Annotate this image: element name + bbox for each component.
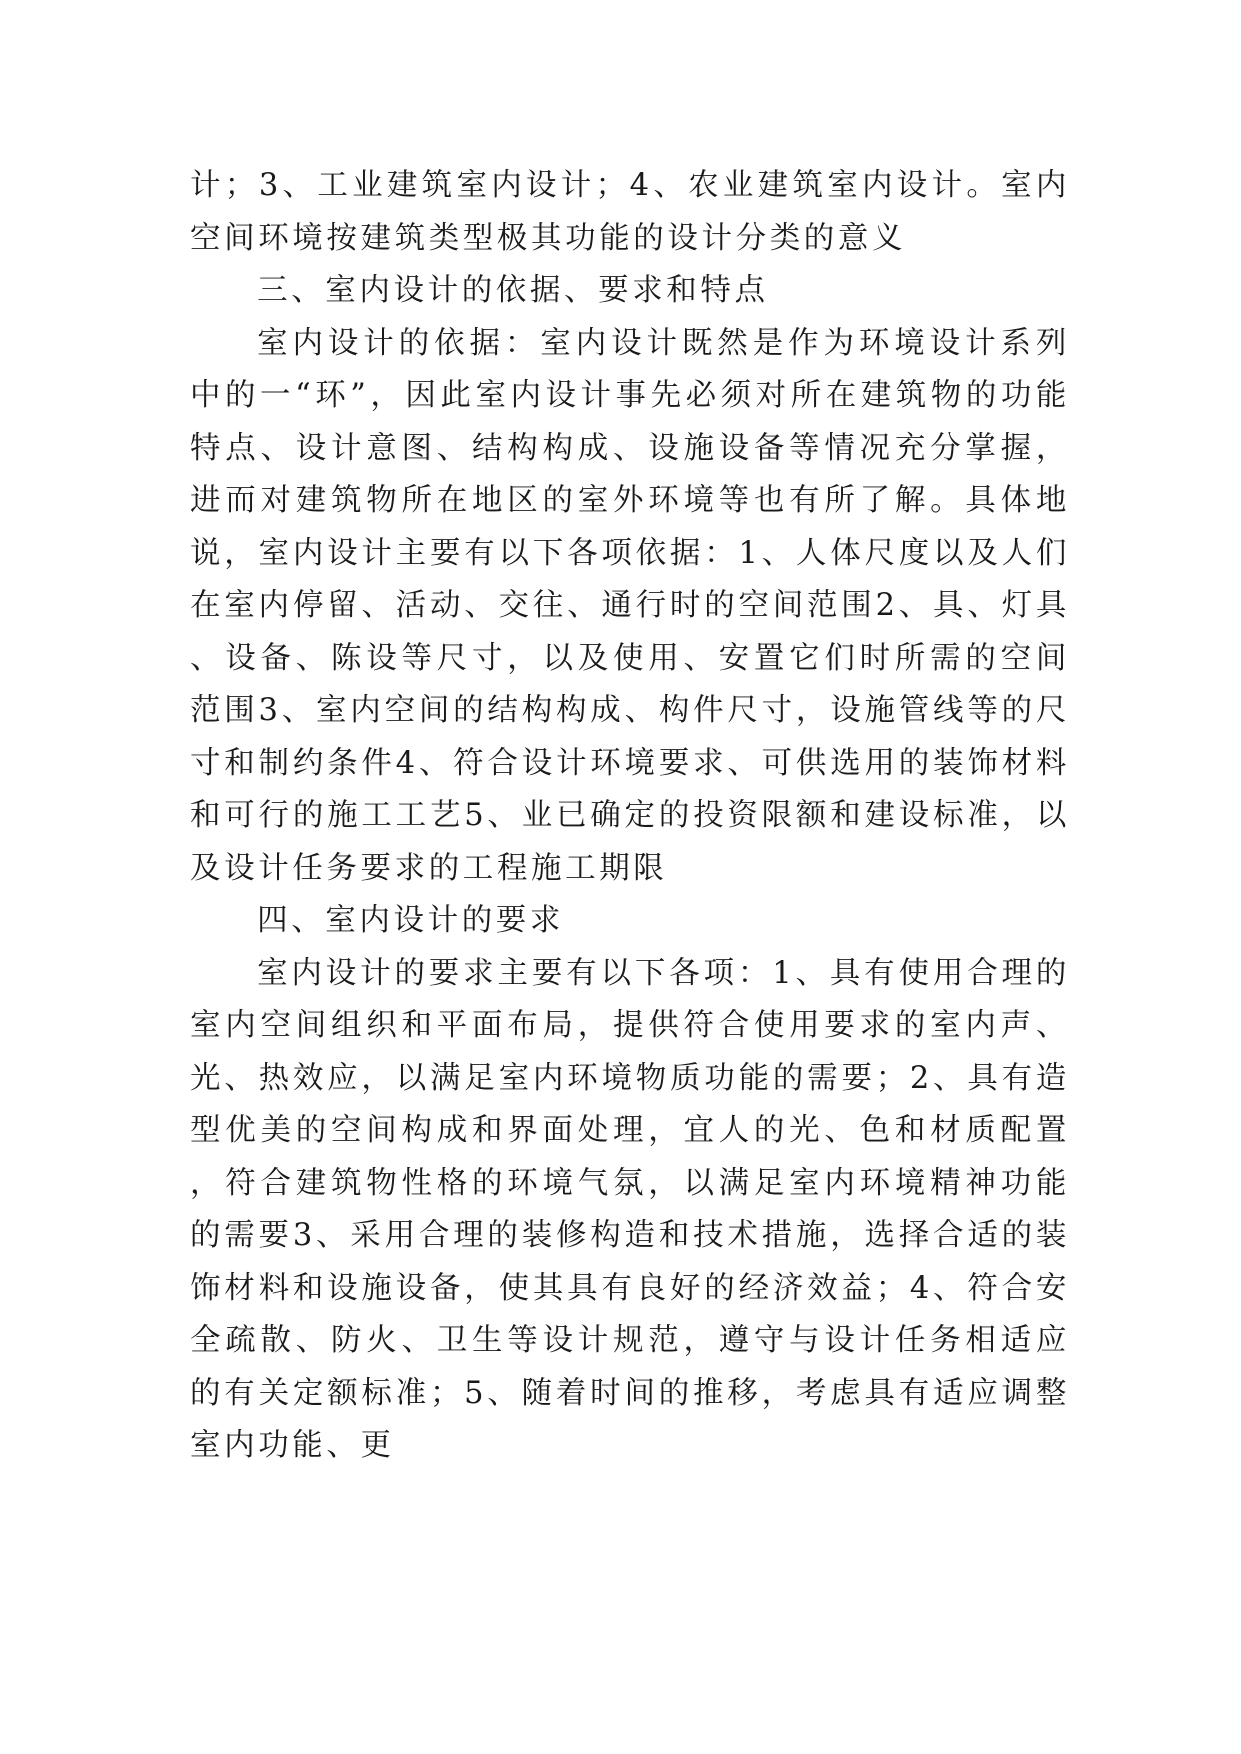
paragraph-design-basis: 室内设计的依据：室内设计既然是作为环境设计系列中的一“环”，因此室内设计事先必须对所在建筑物的功能特点、设计意图、结构构成、设施设备等情况充分掌握，进而对建筑物所在地区的室外环境等也有所了解。具体地说，室内设计主要有以下各项依据：1、人体尺度以及人们在室内停留、活动、交往、通行时的空间范围2、具、灯具、设备、陈设等尺寸，以及使用、安置它们时所需的空间范围3、室内空间的结构构成、构件尺寸，设施管线等的尺寸和制约条件4、符合设计环境要求、可供选用的装饰材料和可行的施工工艺5、业已确定的投资限额和建设标准，以及设计任务要求的工程施工期限 [190,325,1070,886]
paragraph-design-requirements: 室内设计的要求主要有以下各项：1、具有使用合理的室内空间组织和平面布局，提供符合使用要求的室内声、光、热效应，以满足室内环境物质功能的需要；2、具有造型优美的空间构成和界面处理，宜人的光、色和材质配置，符合建筑物性格的环境气氛，以满足室内环境精神功能的需要3、采用合理的装修构造和技术措施，选择合适的装饰材料和设施设备，使其具有良好的经济效益；4、符合安全疏散、防火、卫生等设计规范，遵守与设计任务相适应的有关定额标准；5、随着时间的推移，考虑具有适应调整室内功能、更 [190,955,1070,1463]
document-body [190,160,1070,1473]
section-heading-basis: 三、室内设计的依据、要求和特点 [257,273,769,308]
paragraph-continuation: 计；3、工业建筑室内设计；4、农业建筑室内设计。室内空间环境按建筑类型极其功能的设计分类的意义 [190,168,1070,256]
section-heading-requirements: 四、室内设计的要求 [257,903,564,938]
